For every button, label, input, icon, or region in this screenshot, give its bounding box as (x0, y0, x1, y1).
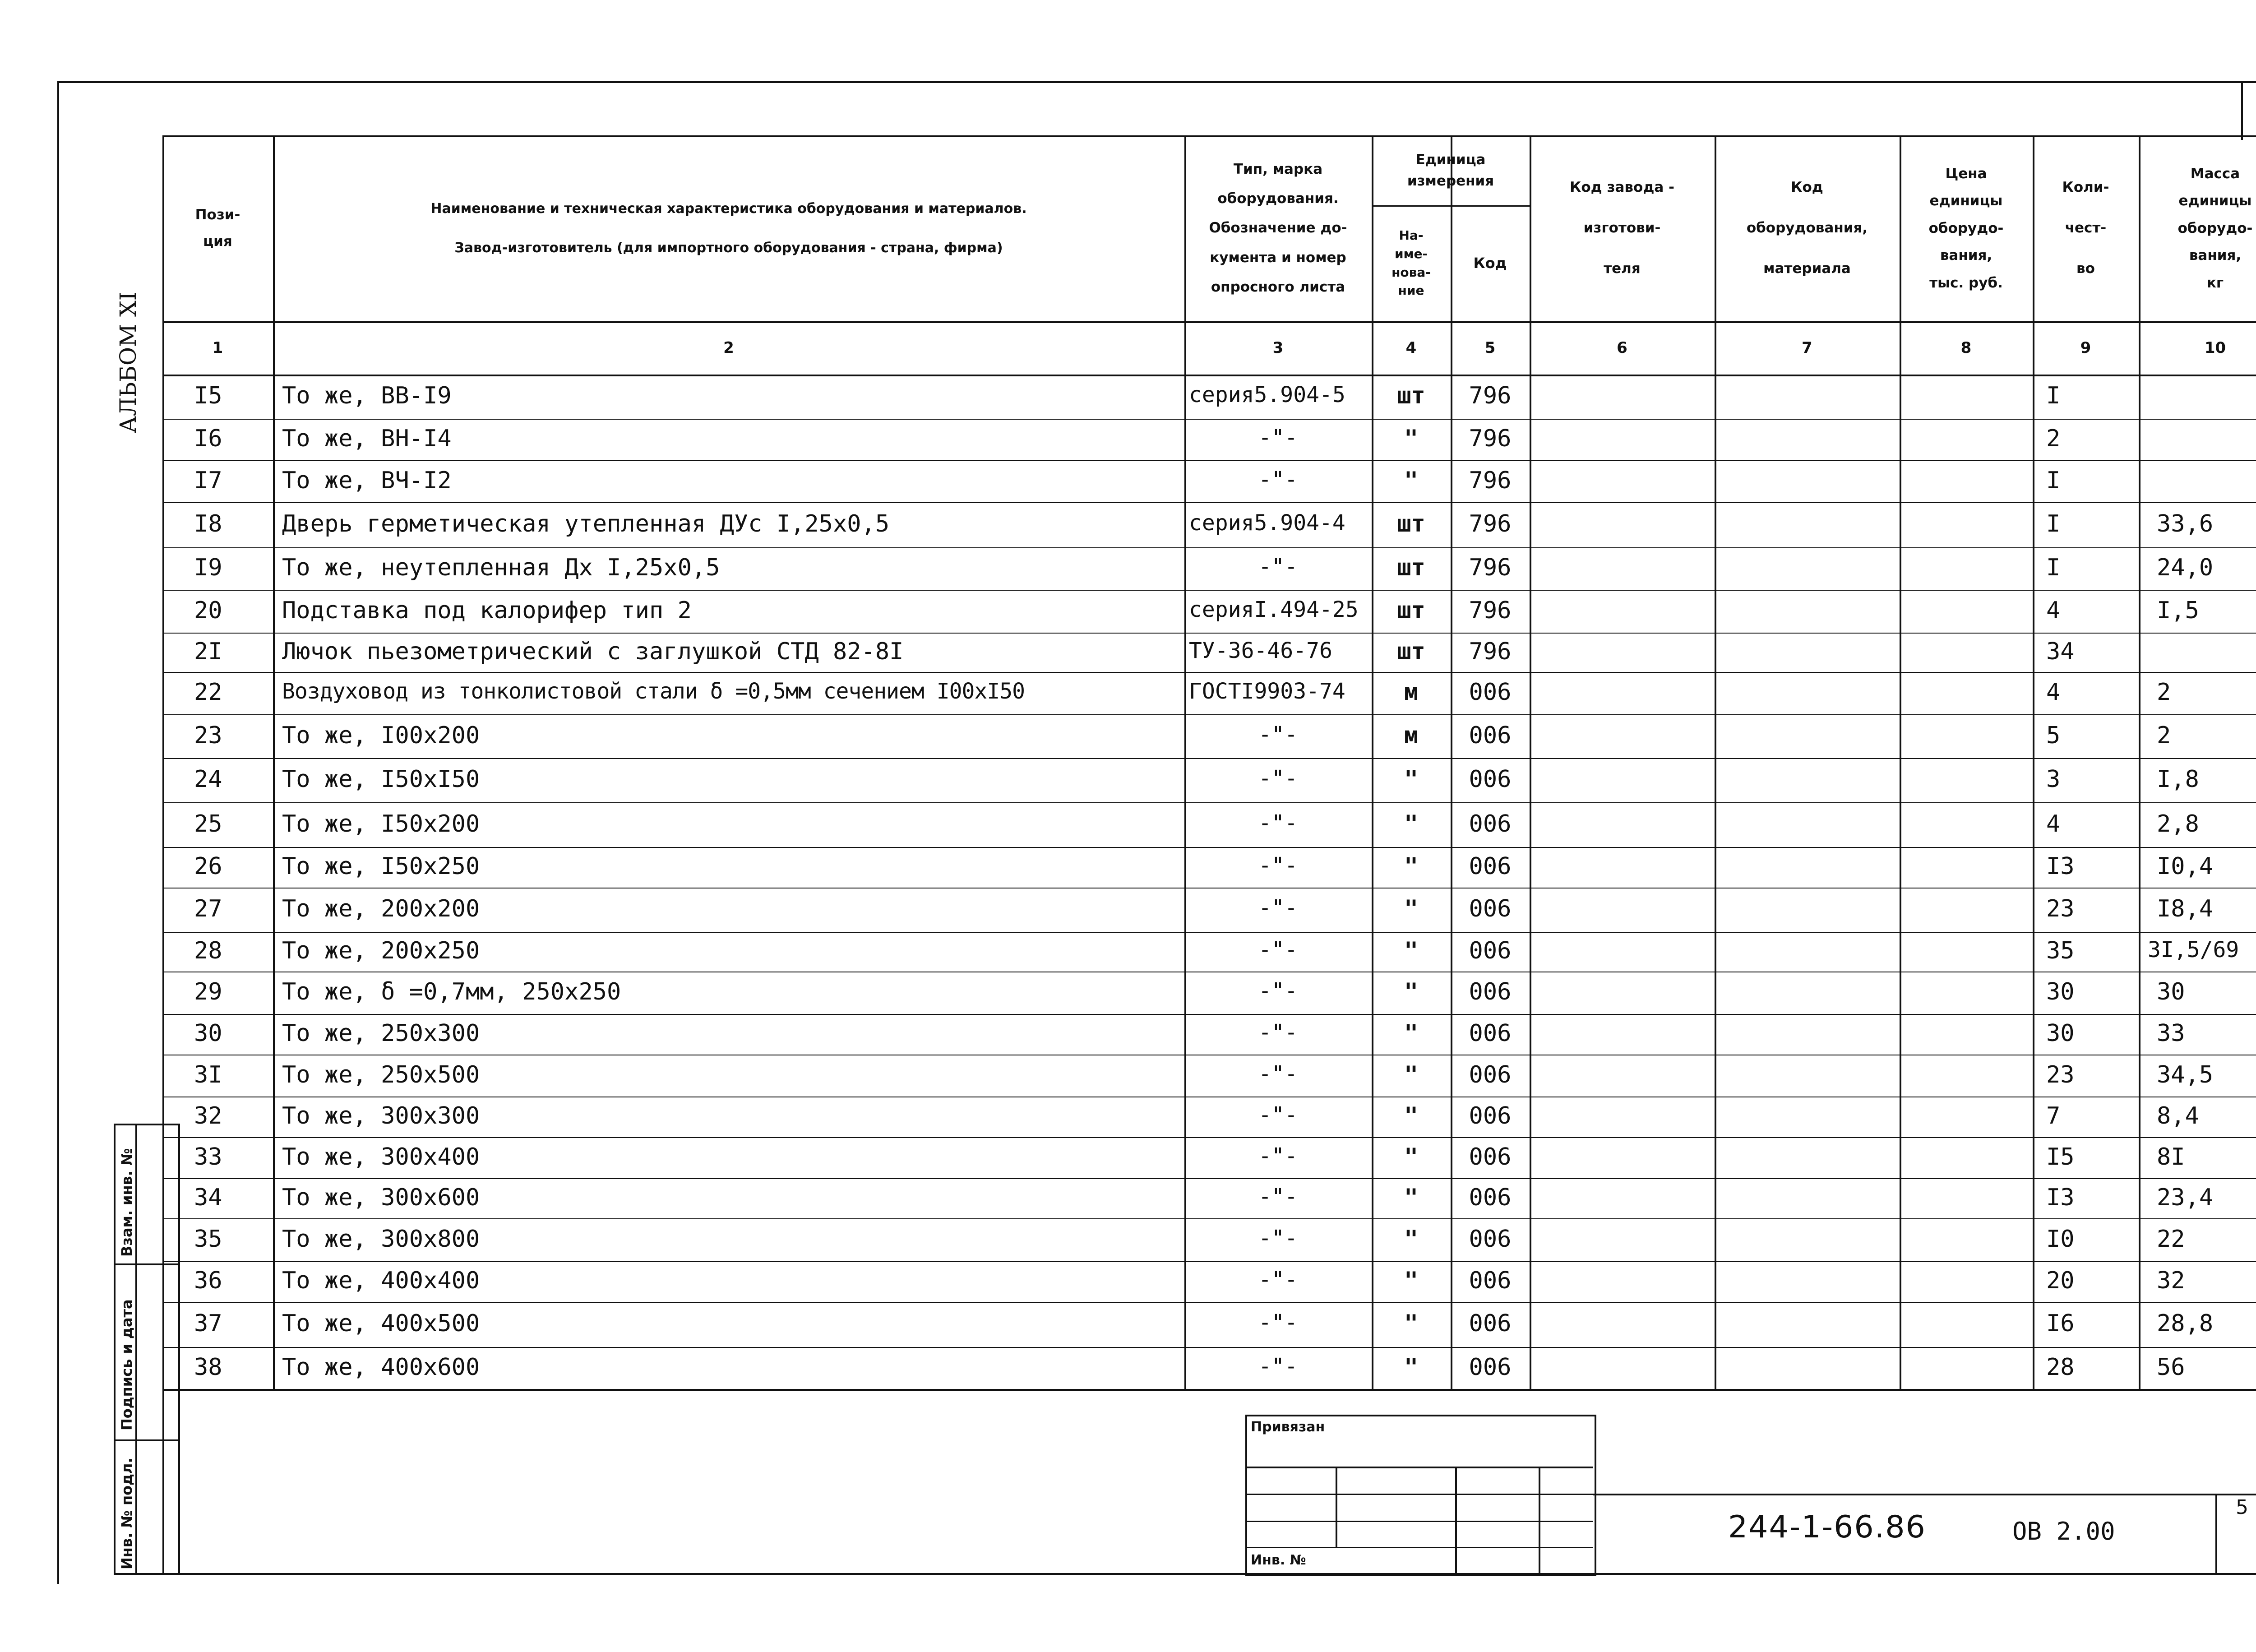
cell-type: серияI.494-25 (1189, 597, 1359, 622)
cell-name: То же, ВЧ-I2 (282, 467, 452, 494)
row-line-10 (162, 802, 2256, 803)
cell-unit-name: " (1404, 766, 1419, 793)
header-unit-name-line: На- (1399, 228, 1424, 243)
cell-quantity: 28 (2046, 1353, 2075, 1381)
cell-unit-name: " (1404, 1353, 1419, 1381)
cell-quantity: 30 (2046, 978, 2075, 1005)
cell-mass: I0,4 (2157, 853, 2214, 880)
row-line-6 (162, 633, 2256, 634)
cell-type: -"- (1258, 1061, 1298, 1087)
cell-unit-name: м (1404, 679, 1419, 706)
cell-name: То же, ВВ-I9 (282, 382, 452, 409)
frame-right-tick (2241, 81, 2243, 140)
cell-position: 38 (194, 1353, 222, 1381)
cell-unit-name: " (1404, 1061, 1419, 1088)
header-mass (2139, 135, 2256, 321)
header-unit-name (1372, 205, 1451, 321)
cell-unit-name: м (1404, 722, 1419, 749)
column-number-2: 2 (723, 339, 734, 357)
header-quantity (2033, 135, 2139, 321)
cell-position: 36 (194, 1267, 222, 1294)
header-factory-code (1530, 135, 1715, 321)
cell-name: То же, 300х400 (282, 1143, 480, 1171)
cell-mass: 8,4 (2157, 1102, 2199, 1129)
cell-type: -"- (1258, 1184, 1298, 1209)
cell-unit-code: 796 (1469, 554, 1512, 581)
cell-mass: 2 (2157, 679, 2171, 706)
cell-mass: 32 (2157, 1267, 2185, 1294)
cell-unit-name: шт (1397, 554, 1425, 581)
cell-unit-code: 006 (1469, 679, 1512, 706)
cell-type: серия5.904-5 (1189, 382, 1345, 407)
row-line-23 (162, 1347, 2256, 1348)
tied-stamp-line-3 (1245, 1521, 1593, 1522)
cell-name: То же, ВН-I4 (282, 425, 452, 452)
cell-quantity: I0 (2046, 1225, 2075, 1253)
header-price (1900, 135, 2033, 321)
tied-stamp-vline-1 (1336, 1467, 1337, 1548)
column-number-1: 1 (212, 339, 223, 357)
cell-name: То же, 200х200 (282, 895, 480, 922)
cell-mass: 33,6 (2157, 510, 2214, 537)
cell-name: То же, I50х200 (282, 810, 480, 838)
cell-unit-code: 006 (1469, 722, 1512, 749)
cell-unit-code: 796 (1469, 597, 1512, 624)
cell-mass: 30 (2157, 978, 2185, 1005)
header-quantity-line: во (2076, 260, 2095, 277)
cell-position: 33 (194, 1143, 222, 1171)
cell-quantity: 4 (2046, 810, 2061, 838)
row-line-1 (162, 419, 2256, 420)
side-stamp-left-line (114, 1124, 116, 1575)
cell-name: То же, неутепленная Дх I,25х0,5 (282, 554, 720, 581)
header-type (1184, 135, 1372, 321)
row-line-9 (162, 758, 2256, 759)
row-line-2 (162, 460, 2256, 461)
cell-type: -"- (1258, 425, 1298, 450)
inv-no-label: Инв. № (1251, 1552, 1306, 1568)
header-factory-code-line: теля (1604, 260, 1641, 277)
cell-unit-code: 006 (1469, 1225, 1512, 1253)
cell-unit-name: " (1404, 810, 1419, 838)
frame-left-line (57, 81, 59, 1584)
document-sheet-code: ОВ 2.00 (2012, 1517, 2115, 1546)
tied-stamp-line-4 (1245, 1547, 1593, 1548)
tied-stamp-line-2 (1245, 1494, 1593, 1495)
header-position-line: ция (203, 233, 232, 250)
cell-type: -"- (1258, 937, 1298, 963)
cell-type: ГОСТI9903-74 (1189, 679, 1345, 704)
title-block-top-line (1593, 1494, 2256, 1495)
cell-position: 23 (194, 722, 222, 749)
cell-mass: 2,8 (2157, 810, 2199, 838)
cell-unit-name: " (1404, 1143, 1419, 1171)
header-position-line: Пози- (195, 207, 240, 223)
cell-type: -"- (1258, 722, 1298, 747)
cell-position: 35 (194, 1225, 222, 1253)
row-line-4 (162, 547, 2256, 548)
row-line-15 (162, 1014, 2256, 1015)
page-number: 5 (2236, 1496, 2248, 1519)
cell-unit-code: 006 (1469, 1184, 1512, 1211)
cell-name: То же, I00х200 (282, 722, 480, 749)
cell-unit-name: " (1404, 937, 1419, 964)
cell-unit-code: 006 (1469, 1102, 1512, 1129)
column-number-bottom-line (162, 375, 2256, 376)
cell-name: То же, 250х500 (282, 1061, 480, 1088)
cell-unit-name: шт (1397, 597, 1425, 624)
cell-unit-name: " (1404, 1267, 1419, 1294)
header-factory-code-line: Код завода - (1570, 179, 1674, 196)
cell-name: То же, 300х800 (282, 1225, 480, 1253)
cell-unit-code: 006 (1469, 766, 1512, 793)
cell-type: -"- (1258, 1143, 1298, 1169)
cell-unit-name: шт (1397, 638, 1425, 665)
header-quantity-line: Коли- (2062, 179, 2109, 196)
cell-mass: 2 (2157, 722, 2171, 749)
column-number-6: 6 (1617, 339, 1627, 357)
cell-name: Лючок пьезометрический с заглушкой СТД 82-8I (282, 638, 904, 665)
cell-position: 29 (194, 978, 222, 1005)
inv-podl-label: Инв. № подл. (118, 1458, 135, 1569)
row-line-8 (162, 714, 2256, 715)
cell-quantity: I5 (2046, 1143, 2075, 1171)
side-stamp-top-line (114, 1124, 180, 1125)
cell-type: -"- (1258, 853, 1298, 878)
cell-quantity: I3 (2046, 853, 2075, 880)
tied-label: Привязан (1251, 1419, 1325, 1435)
column-number-7: 7 (1802, 339, 1812, 357)
header-equipment-code-line: оборудования, (1746, 220, 1868, 236)
cell-position: I9 (194, 554, 222, 581)
cell-name: То же, 400х400 (282, 1267, 480, 1294)
cell-mass: 34,5 (2157, 1061, 2214, 1088)
header-unit-code (1451, 205, 1530, 321)
cell-name: То же, 400х500 (282, 1310, 480, 1337)
cell-mass: I,8 (2157, 766, 2199, 793)
header-equipment-code-line: Код (1791, 179, 1823, 196)
cell-type: ТУ-36-46-76 (1189, 638, 1332, 663)
cell-unit-code: 796 (1469, 467, 1512, 494)
cell-type: серия5.904-4 (1189, 510, 1345, 536)
column-number-5: 5 (1484, 339, 1496, 357)
cell-unit-name: шт (1397, 510, 1425, 537)
side-stamp-div-1 (114, 1263, 180, 1265)
cell-name: Дверь герметическая утепленная ДУс I,25х0,5 (282, 510, 890, 537)
cell-position: I6 (194, 425, 222, 452)
cell-unit-code: 006 (1469, 1061, 1512, 1088)
column-number-8: 8 (1960, 339, 1972, 357)
cell-quantity: I (2046, 382, 2061, 409)
header-mass-line: вания, (2189, 247, 2242, 264)
cell-unit-name: " (1404, 425, 1419, 452)
cell-unit-code: 006 (1469, 1310, 1512, 1337)
row-line-19 (162, 1178, 2256, 1179)
cell-quantity: I3 (2046, 1184, 2075, 1211)
header-factory-code-line: изготови- (1583, 220, 1661, 236)
row-line-11 (162, 847, 2256, 848)
column-number-9: 9 (2080, 339, 2091, 357)
cell-name: То же, 250х300 (282, 1020, 480, 1047)
cell-unit-name: " (1404, 1184, 1419, 1211)
cell-name: Подставка под калорифер тип 2 (282, 597, 692, 624)
header-price-line: тыс. руб. (1929, 274, 2003, 291)
signature-date-label: Подпись и дата (118, 1299, 135, 1430)
header-position (162, 135, 273, 321)
cell-quantity: I (2046, 467, 2061, 494)
header-equipment-code (1715, 135, 1900, 321)
header-price-line: единицы (1929, 193, 2003, 209)
cell-mass: I8,4 (2157, 895, 2214, 922)
frame-top-line (57, 81, 2256, 83)
cell-position: I5 (194, 382, 222, 409)
cell-unit-code: 006 (1469, 1267, 1512, 1294)
header-mass-line: Масса (2190, 165, 2240, 182)
cell-unit-code: 006 (1469, 937, 1512, 964)
title-block-right-line (2215, 1494, 2217, 1575)
cell-unit-name: " (1404, 853, 1419, 880)
header-type-line: Обозначение до- (1209, 220, 1347, 236)
cell-unit-name: " (1404, 978, 1419, 1005)
cell-type: -"- (1258, 1102, 1298, 1128)
cell-unit-code: 006 (1469, 1020, 1512, 1047)
vzam-inv-label: Взам. инв. № (118, 1148, 135, 1257)
cell-unit-code: 006 (1469, 810, 1512, 838)
cell-position: 22 (194, 679, 222, 706)
cell-type: -"- (1258, 1353, 1298, 1379)
header-unit-name-line: нова- (1392, 264, 1431, 280)
cell-quantity: 4 (2046, 597, 2061, 624)
header-unit-line: Единица (1415, 152, 1486, 168)
header-unit-name-line: име- (1394, 246, 1428, 261)
cell-position: 27 (194, 895, 222, 922)
header-type-line: опросного листа (1211, 278, 1345, 295)
row-line-3 (162, 502, 2256, 503)
header-quantity-line: чест- (2065, 220, 2107, 236)
header-price-line: Цена (1945, 165, 1987, 182)
cell-unit-name: " (1404, 1225, 1419, 1253)
header-name (273, 135, 1184, 321)
header-mass-line: оборудо- (2177, 220, 2253, 236)
cell-type: -"- (1258, 766, 1298, 791)
cell-quantity: 23 (2046, 895, 2075, 922)
cell-mass: 24,0 (2157, 554, 2214, 581)
cell-position: 37 (194, 1310, 222, 1337)
cell-position: 26 (194, 853, 222, 880)
cell-unit-name: шт (1397, 382, 1425, 409)
header-mass-line: кг (2206, 274, 2224, 291)
cell-name: То же, 400х600 (282, 1353, 480, 1381)
cell-quantity: I (2046, 510, 2061, 537)
cell-mass: I,5 (2157, 597, 2199, 624)
cell-unit-name: " (1404, 467, 1419, 494)
cell-quantity: I6 (2046, 1310, 2075, 1337)
cell-position: I8 (194, 510, 222, 537)
header-unit-code-line: Код (1473, 255, 1507, 272)
cell-name: То же, 200х250 (282, 937, 480, 964)
cell-name: То же, 300х600 (282, 1184, 480, 1211)
cell-quantity: 23 (2046, 1061, 2075, 1088)
side-stamp-right-line (178, 1124, 180, 1575)
cell-position: 25 (194, 810, 222, 838)
cell-type: -"- (1258, 1020, 1298, 1045)
header-price-line: оборудо- (1928, 220, 2004, 236)
cell-name: Воздуховод из тонколистовой стали δ =0,5мм сечением I00хI50 (282, 679, 1025, 704)
header-equipment-code-line: материала (1763, 260, 1851, 277)
cell-position: I7 (194, 467, 222, 494)
column-number-10: 10 (2204, 339, 2226, 357)
cell-position: 24 (194, 766, 222, 793)
cell-name: То же, δ =0,7мм, 250х250 (282, 978, 621, 1005)
cell-unit-code: 006 (1469, 853, 1512, 880)
cell-unit-code: 006 (1469, 895, 1512, 922)
header-unit-line: измерения (1407, 172, 1494, 189)
cell-unit-name: " (1404, 1310, 1419, 1337)
cell-quantity: 5 (2046, 722, 2061, 749)
cell-position: 3I (194, 1061, 222, 1088)
document-code: 244-1-66.86 (1728, 1509, 1926, 1545)
tied-stamp-vline-3 (1539, 1467, 1540, 1573)
cell-unit-name: " (1404, 1102, 1419, 1129)
cell-quantity: 2 (2046, 425, 2061, 452)
cell-unit-code: 796 (1469, 638, 1512, 665)
cell-position: 28 (194, 937, 222, 964)
cell-quantity: 4 (2046, 679, 2061, 706)
row-line-13 (162, 932, 2256, 933)
header-price-line: вания, (1940, 247, 1992, 264)
column-number-3: 3 (1272, 339, 1284, 357)
album-label: АЛЬБОМ XI (115, 292, 141, 433)
cell-mass: 22 (2157, 1225, 2185, 1253)
cell-type: -"- (1258, 554, 1298, 579)
cell-unit-code: 796 (1469, 510, 1512, 537)
cell-position: 30 (194, 1020, 222, 1047)
row-line-5 (162, 590, 2256, 591)
cell-name: То же, I50х250 (282, 853, 480, 880)
cell-quantity: 35 (2046, 937, 2075, 964)
cell-position: 34 (194, 1184, 222, 1211)
cell-mass: 33 (2157, 1020, 2185, 1047)
cell-type: -"- (1258, 1310, 1298, 1335)
cell-mass: 3I,5/69 (2148, 937, 2239, 963)
cell-type: -"- (1258, 1267, 1298, 1292)
cell-unit-code: 796 (1469, 382, 1512, 409)
cell-position: 32 (194, 1102, 222, 1129)
side-stamp-div-2 (114, 1439, 180, 1441)
cell-type: -"- (1258, 978, 1298, 1004)
header-type-line: кумента и номер (1210, 249, 1346, 266)
cell-mass: 8I (2157, 1143, 2185, 1171)
header-mass-line: единицы (2178, 193, 2252, 209)
cell-mass: 56 (2157, 1353, 2185, 1381)
cell-mass: 23,4 (2157, 1184, 2214, 1211)
cell-type: -"- (1258, 467, 1298, 492)
row-line-18 (162, 1137, 2256, 1138)
row-line-21 (162, 1261, 2256, 1262)
row-line-24 (162, 1389, 2256, 1391)
cell-quantity: 7 (2046, 1102, 2061, 1129)
header-unit-name-line: ние (1398, 283, 1424, 298)
cell-quantity: 30 (2046, 1020, 2075, 1047)
header-type-line: Тип, марка (1233, 161, 1323, 178)
cell-unit-code: 006 (1469, 1353, 1512, 1381)
cell-quantity: 3 (2046, 766, 2061, 793)
cell-quantity: I (2046, 554, 2061, 581)
cell-type: -"- (1258, 895, 1298, 921)
header-unit (1372, 135, 1530, 205)
cell-unit-name: " (1404, 1020, 1419, 1047)
row-line-7 (162, 672, 2256, 673)
row-line-22 (162, 1302, 2256, 1303)
column-number-4: 4 (1405, 339, 1417, 357)
cell-unit-code: 006 (1469, 978, 1512, 1005)
cell-quantity: 34 (2046, 638, 2075, 665)
cell-position: 20 (194, 597, 222, 624)
row-line-20 (162, 1218, 2256, 1219)
cell-name: То же, I50хI50 (282, 766, 480, 793)
cell-unit-code: 006 (1469, 1143, 1512, 1171)
cell-type: -"- (1258, 810, 1298, 836)
header-type-line: оборудования. (1217, 190, 1339, 207)
cell-unit-name: " (1404, 895, 1419, 922)
cell-quantity: 20 (2046, 1267, 2075, 1294)
cell-position: 2I (194, 638, 222, 665)
header-name-line: Наименование и техническая характеристика оборудования и материалов. (430, 201, 1027, 217)
cell-name: То же, 300х300 (282, 1102, 480, 1129)
cell-type: -"- (1258, 1225, 1298, 1251)
tied-stamp-line-1 (1245, 1467, 1593, 1468)
tied-stamp-vline-2 (1455, 1467, 1457, 1573)
side-stamp-bottom-line (114, 1573, 2256, 1575)
header-name-line: Завод-изготовитель (для импортного оборудования - страна, фирма) (454, 240, 1003, 256)
side-stamp-mid-line (135, 1124, 137, 1575)
cell-mass: 28,8 (2157, 1310, 2214, 1337)
cell-unit-code: 796 (1469, 425, 1512, 452)
